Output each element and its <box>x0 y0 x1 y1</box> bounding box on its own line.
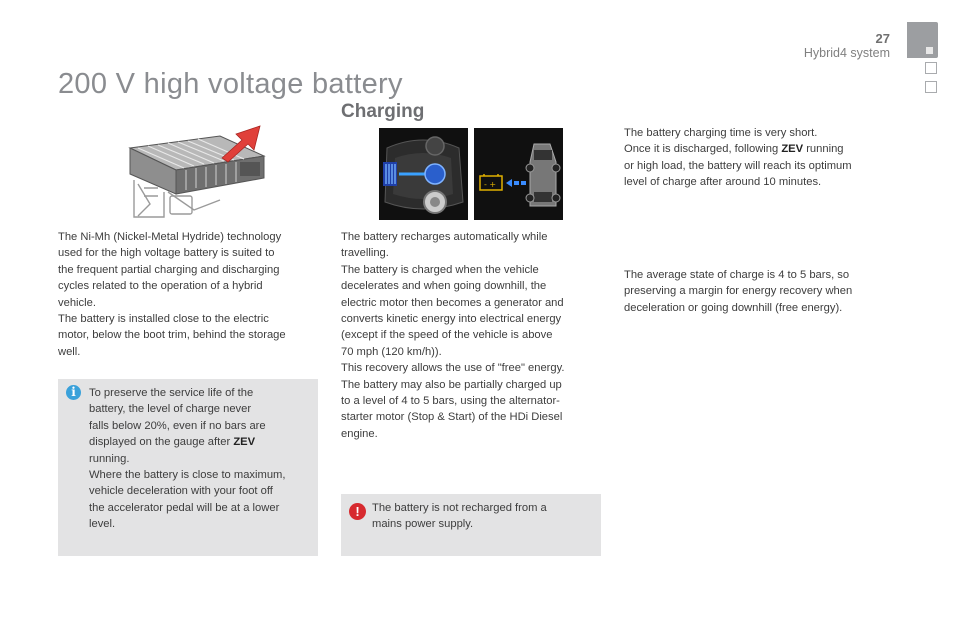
chapter-tab-active[interactable] <box>907 22 938 58</box>
text-line: The Ni-Mh (Nickel-Metal Hydride) technology <box>58 231 282 243</box>
text-line: (except if the speed of the vehicle is above <box>341 329 553 342</box>
text-line: preserving a margin for energy recovery when <box>624 285 853 298</box>
text-line: well. <box>58 345 81 358</box>
text-line: level of charge after around 10 minutes. <box>624 176 822 189</box>
zev-mode-label: ZEV <box>781 143 804 156</box>
text-line: vehicle. <box>58 296 96 309</box>
warning-note-text <box>372 500 598 533</box>
info-icon: i <box>66 385 81 400</box>
text-line: The battery recharges automatically while <box>341 231 548 243</box>
text-line: To preserve the service life of the <box>89 387 254 399</box>
text-line: deceleration or going downhill (free energy). <box>624 301 843 314</box>
text-line: running <box>803 143 844 156</box>
warning-note <box>341 494 601 556</box>
section-heading-charging: Charging <box>341 101 425 122</box>
text-line: used for the high voltage battery is suited to <box>58 247 275 260</box>
text-line: decelerates and when going downhill, the <box>341 280 547 293</box>
text-line: engine. <box>341 427 378 440</box>
battery-icon <box>124 122 276 224</box>
charge-state-paragraph <box>624 267 888 316</box>
text-line: the accelerator pedal will be at a lower <box>89 501 280 514</box>
text-line: The battery is charged when the vehicle <box>341 263 539 276</box>
text-line: battery, the level of charge never <box>89 403 252 416</box>
text-line: to a level of 4 to 5 bars, using the alternator- <box>341 395 560 408</box>
text-line: or high load, the battery will reach its optimum <box>624 159 852 172</box>
info-note-text <box>89 385 315 533</box>
chapter-tab[interactable] <box>925 81 937 93</box>
text-line: The average state of charge is 4 to 5 bars, so <box>624 269 850 281</box>
text-line: The battery is installed close to the electric <box>58 313 269 326</box>
zev-mode-label: ZEV <box>233 436 256 449</box>
text-line: This recovery allows the use of "free" energy. <box>341 362 565 375</box>
info-note <box>58 379 318 556</box>
text-line: The battery is not recharged from a <box>372 502 547 514</box>
text-line: level. <box>89 518 116 531</box>
text-line: starter motor (Stop & Start) of the HDi Diesel <box>341 411 563 424</box>
battery-intro-paragraph <box>58 229 322 360</box>
charging-display-image <box>474 128 563 220</box>
text-line: electric motor then becomes a generator and <box>341 296 564 309</box>
page-title: 200 V high voltage battery <box>58 68 403 100</box>
text-line: The battery charging time is very short. <box>624 127 818 139</box>
regeneration-vehicle-image <box>379 128 468 220</box>
text-line: Once it is discharged, following <box>624 143 782 156</box>
charging-time-paragraph <box>624 125 888 191</box>
text-line: vehicle deceleration with your foot off <box>89 485 273 498</box>
battery-illustration <box>124 122 276 224</box>
charging-description <box>341 229 607 442</box>
text-line: displayed on the gauge after <box>89 436 234 449</box>
charge-flow-display-icon <box>474 128 563 220</box>
text-line: cycles related to the operation of a hybrid <box>58 280 263 293</box>
car-energy-flow-icon <box>379 128 468 220</box>
text-line: mains power supply. <box>372 518 474 531</box>
text-line: falls below 20%, even if no bars are <box>89 419 266 432</box>
text-line: The battery may also be partially charged up <box>341 378 562 391</box>
chapter-tab[interactable] <box>925 62 937 74</box>
warning-icon: ! <box>349 503 366 520</box>
text-line: travelling. <box>341 247 389 260</box>
svg-text:- +: - + <box>484 180 497 189</box>
text-line: the frequent partial charging and discharging <box>58 263 280 276</box>
text-line: running. <box>89 452 130 465</box>
text-line: converts kinetic energy into electrical energy <box>341 313 562 326</box>
text-line: Where the battery is close to maximum, <box>89 469 286 482</box>
page-number: 27 <box>875 31 890 46</box>
text-line: motor, below the boot trim, behind the storage <box>58 329 286 342</box>
text-line: 70 mph (120 km/h)). <box>341 345 442 358</box>
tab-square-icon <box>926 47 933 54</box>
section-name: Hybrid4 system <box>803 46 890 60</box>
